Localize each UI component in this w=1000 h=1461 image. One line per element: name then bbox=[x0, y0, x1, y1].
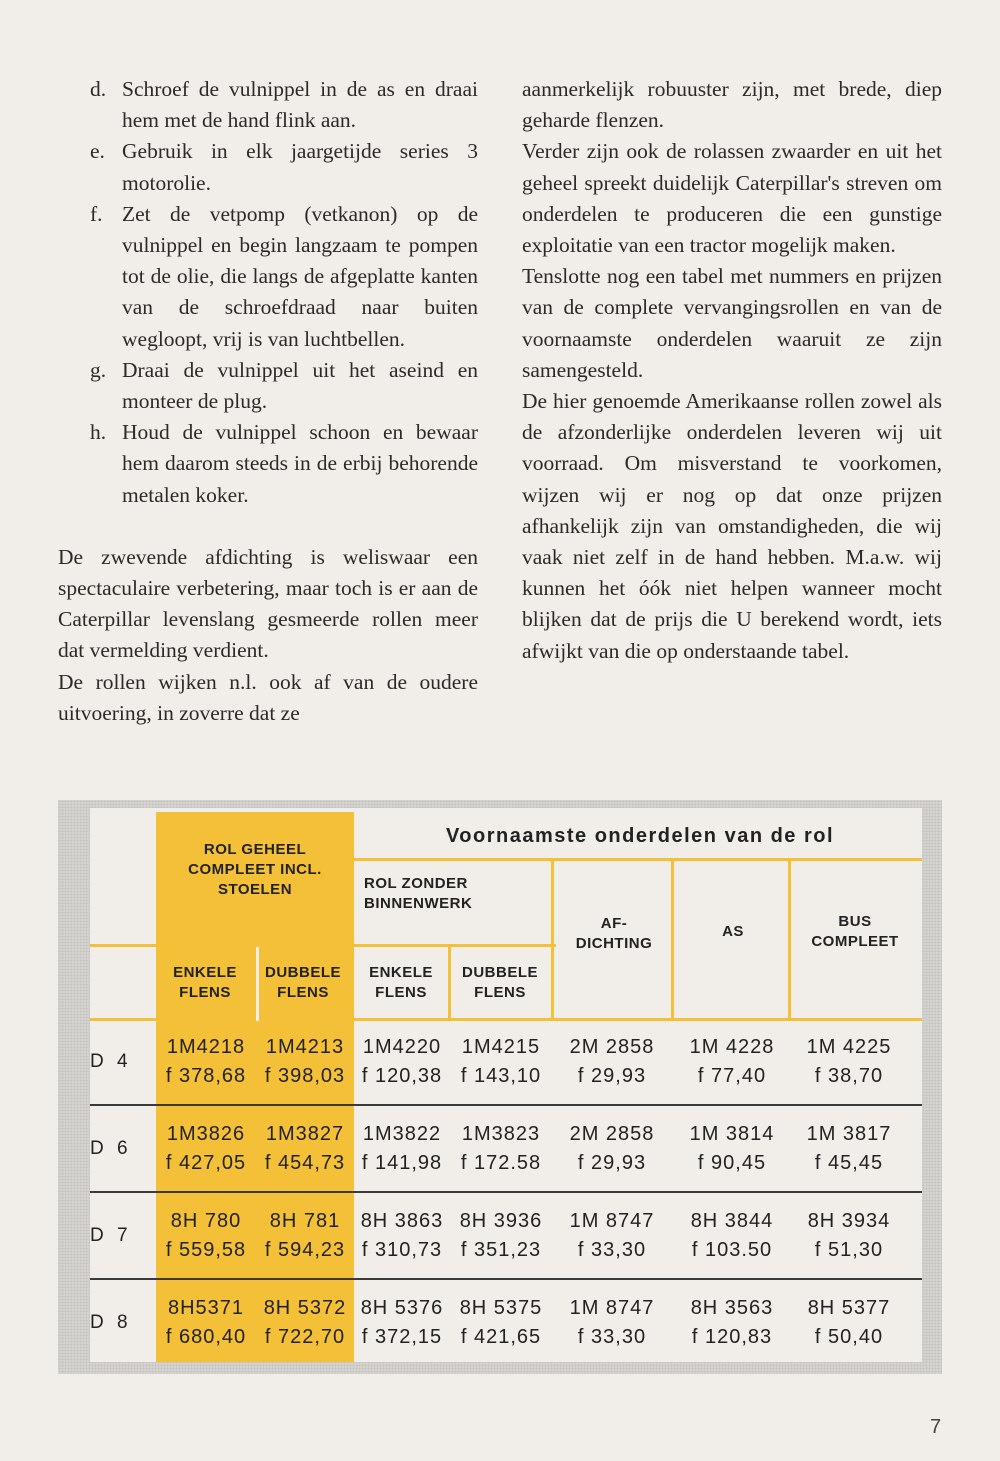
column-rule bbox=[448, 947, 451, 1021]
table-cell bbox=[791, 1120, 907, 1178]
column-rule bbox=[551, 861, 554, 1021]
list-marker: f. bbox=[90, 201, 103, 226]
right-text-column bbox=[522, 74, 942, 667]
price: f 29,93 bbox=[577, 1152, 647, 1174]
header-rule bbox=[354, 858, 922, 861]
price: f 378,68 bbox=[165, 1065, 247, 1087]
table-cell bbox=[156, 1120, 256, 1178]
list-marker: e. bbox=[90, 139, 105, 164]
bus-header: BUS COMPLEET bbox=[811, 913, 899, 950]
list-text: Zet de vetpomp (vetkanon) op de vulnippel en begin langzaam te pompen tot de olie, die langs de afgeplatte kanten van de schroefdraad naar buiten wegloopt, vrij is van luchtbellen. bbox=[122, 201, 478, 351]
part-number: 2M 2858 bbox=[569, 1123, 655, 1145]
row-label: D 4 bbox=[90, 1051, 132, 1072]
list-text: Schroef de vulnippel in de as en draai hem met de hand flink aan. bbox=[122, 77, 478, 133]
price: f 310,73 bbox=[361, 1239, 443, 1261]
table-cell bbox=[554, 1207, 670, 1265]
table-cell bbox=[674, 1033, 790, 1091]
table-cell bbox=[791, 1033, 907, 1091]
part-number: 1M4215 bbox=[461, 1036, 541, 1058]
part-number: 2M 2858 bbox=[569, 1036, 655, 1058]
price: f 45,45 bbox=[814, 1152, 884, 1174]
price: f 427,05 bbox=[165, 1152, 247, 1174]
row-divider bbox=[90, 1278, 922, 1280]
table-cell bbox=[452, 1294, 550, 1352]
table-cell bbox=[256, 1294, 354, 1352]
part-number: 1M3827 bbox=[265, 1123, 345, 1145]
paragraph: Verder zijn ook de rolassen zwaarder en uit het geheel spreekt duidelijk Caterpillar's streven om onderdelen te produceren die een gunstige exploitatie van een tractor mogelijk maken. bbox=[522, 139, 942, 258]
table-cell bbox=[156, 1294, 256, 1352]
part-number: 8H 780 bbox=[170, 1210, 242, 1232]
part-number: 1M 4228 bbox=[689, 1036, 775, 1058]
table-cell bbox=[354, 1120, 450, 1178]
list-text: Houd de vulnippel schoon en bewaar hem daarom steeds in de erbij behorende metalen koker. bbox=[122, 420, 478, 507]
paragraph: De zwevende afdichting is weliswaar een spectaculaire verbetering, maar toch is er aan de Caterpillar levenslang gesmeerde rollen meer dat vermelding verdient. bbox=[58, 544, 478, 663]
table-cell bbox=[791, 1294, 907, 1352]
table-cell bbox=[452, 1207, 550, 1265]
enkele-flens-header: ENKELE FLENS bbox=[369, 964, 433, 1001]
table-cell bbox=[452, 1120, 550, 1178]
header-rule bbox=[90, 944, 556, 947]
paragraph: Tenslotte nog een tabel met nummers en prijzen van de complete vervangingsrollen en van de voornaamste onderdelen waaruit ze zijn samengesteld. bbox=[522, 264, 942, 382]
part-number: 8H 781 bbox=[269, 1210, 341, 1232]
list-item bbox=[58, 74, 478, 136]
price: f 680,40 bbox=[165, 1326, 247, 1348]
price: f 33,30 bbox=[577, 1326, 647, 1348]
left-text-column bbox=[58, 74, 478, 729]
row-label: D 7 bbox=[90, 1225, 132, 1246]
rol-zonder-header: ROL ZONDER BINNENWERK bbox=[364, 875, 473, 912]
part-number: 8H 5376 bbox=[360, 1297, 444, 1319]
table-cell bbox=[554, 1033, 670, 1091]
table-cell bbox=[256, 1120, 354, 1178]
table-cell bbox=[554, 1294, 670, 1352]
price: f 454,73 bbox=[264, 1152, 346, 1174]
part-number: 1M3826 bbox=[166, 1123, 246, 1145]
part-number: 1M4220 bbox=[362, 1036, 442, 1058]
price: f 172.58 bbox=[460, 1152, 542, 1174]
as-header: AS bbox=[722, 923, 744, 940]
list-marker: h. bbox=[90, 420, 107, 445]
price: f 90,45 bbox=[697, 1152, 767, 1174]
part-number: 8H 5377 bbox=[807, 1297, 891, 1319]
list-item bbox=[58, 136, 478, 198]
price: f 141,98 bbox=[361, 1152, 443, 1174]
part-number: 1M 3814 bbox=[689, 1123, 775, 1145]
list-item bbox=[58, 199, 478, 355]
price: f 51,30 bbox=[814, 1239, 884, 1261]
part-number: 8H 3844 bbox=[690, 1210, 774, 1232]
part-number: 1M 4225 bbox=[806, 1036, 892, 1058]
column-rule bbox=[671, 861, 674, 1021]
price: f 103.50 bbox=[691, 1239, 773, 1261]
part-number: 1M4218 bbox=[166, 1036, 246, 1058]
price: f 33,30 bbox=[577, 1239, 647, 1261]
table-cell bbox=[156, 1207, 256, 1265]
price: f 398,03 bbox=[264, 1065, 346, 1087]
table-cell bbox=[354, 1033, 450, 1091]
table-cell bbox=[256, 1207, 354, 1265]
list-item bbox=[58, 355, 478, 417]
dubbele-flens-header: DUBBELE FLENS bbox=[461, 964, 538, 1001]
column-rule bbox=[256, 947, 259, 1021]
row-divider bbox=[90, 1191, 922, 1193]
part-number: 8H 5375 bbox=[459, 1297, 543, 1319]
table-cell bbox=[256, 1033, 354, 1091]
paragraph: aanmerkelijk robuuster zijn, met brede, diep geharde flenzen. bbox=[522, 77, 942, 133]
table-cell bbox=[554, 1120, 670, 1178]
part-number: 8H5371 bbox=[167, 1297, 245, 1319]
price: f 372,15 bbox=[361, 1326, 443, 1348]
part-number: 1M3823 bbox=[461, 1123, 541, 1145]
price: f 594,23 bbox=[264, 1239, 346, 1261]
page-number: 7 bbox=[930, 1416, 942, 1438]
table-cell bbox=[674, 1120, 790, 1178]
part-number: 1M3822 bbox=[362, 1123, 442, 1145]
paragraph: De rollen wijken n.l. ook af van de oudere uitvoering, in zoverre dat ze bbox=[58, 669, 478, 725]
price: f 351,23 bbox=[460, 1239, 542, 1261]
part-number: 1M 8747 bbox=[569, 1210, 655, 1232]
price: f 77,40 bbox=[697, 1065, 767, 1087]
part-number: 1M 3817 bbox=[806, 1123, 892, 1145]
dubbele-flens-header: DUBBELE FLENS bbox=[264, 964, 341, 1001]
price: f 38,70 bbox=[814, 1065, 884, 1087]
enkele-flens-header: ENKELE FLENS bbox=[173, 964, 237, 1001]
part-number: 1M4213 bbox=[265, 1036, 345, 1058]
price: f 120,83 bbox=[691, 1326, 773, 1348]
price: f 29,93 bbox=[577, 1065, 647, 1087]
price: f 50,40 bbox=[814, 1326, 884, 1348]
table-cell bbox=[452, 1033, 550, 1091]
price: f 559,58 bbox=[165, 1239, 247, 1261]
row-divider bbox=[90, 1104, 922, 1106]
price: f 722,70 bbox=[264, 1326, 346, 1348]
row-label: D 8 bbox=[90, 1312, 132, 1333]
part-number: 8H 3936 bbox=[459, 1210, 543, 1232]
table-cell bbox=[354, 1207, 450, 1265]
row-label: D 6 bbox=[90, 1138, 132, 1159]
part-number: 8H 3863 bbox=[360, 1210, 444, 1232]
list-text: Gebruik in elk jaargetijde series 3 motorolie. bbox=[122, 139, 478, 195]
table-cell bbox=[156, 1033, 256, 1091]
list-marker: d. bbox=[90, 77, 107, 101]
price: f 120,38 bbox=[361, 1065, 443, 1087]
table-cell bbox=[354, 1294, 450, 1352]
header-rule bbox=[90, 1018, 922, 1021]
paragraph-gap bbox=[58, 511, 478, 542]
rol-geheel-header: ROL GEHEEL COMPLEET INCL. STOELEN bbox=[188, 841, 322, 898]
column-rule bbox=[788, 861, 791, 1021]
part-number: 8H 3934 bbox=[807, 1210, 891, 1232]
table-cell bbox=[674, 1294, 790, 1352]
price: f 143,10 bbox=[460, 1065, 542, 1087]
list-marker: g. bbox=[90, 357, 107, 382]
paragraph: De hier genoemde Amerikaanse rollen zowel als de afzonderlijke onderdelen leveren wij uit voorraad. Om misverstand te voorkomen, wijzen wij er nog op dat onze prijzen afhankelijk zijn van omstandigheden, die wij vaak niet zelf in de hand hebben. M.a.w. wij kunnen het óók niet helpen wanneer mocht blijken dat de prijs die U berekend wordt, iets afwijkt van die op onderstaande tabel. bbox=[522, 389, 942, 663]
part-number: 8H 5372 bbox=[263, 1297, 347, 1319]
table-cell bbox=[791, 1207, 907, 1265]
afdichting-header: AF- DICHTING bbox=[575, 915, 653, 952]
price: f 421,65 bbox=[460, 1326, 542, 1348]
list-item bbox=[58, 417, 478, 511]
list-text: Draai de vulnippel uit het aseind en monteer de plug. bbox=[122, 357, 478, 414]
main-header: Voornaamste onderdelen van de rol bbox=[445, 825, 835, 847]
table-cell bbox=[674, 1207, 790, 1265]
part-number: 1M 8747 bbox=[569, 1297, 655, 1319]
part-number: 8H 3563 bbox=[690, 1297, 774, 1319]
